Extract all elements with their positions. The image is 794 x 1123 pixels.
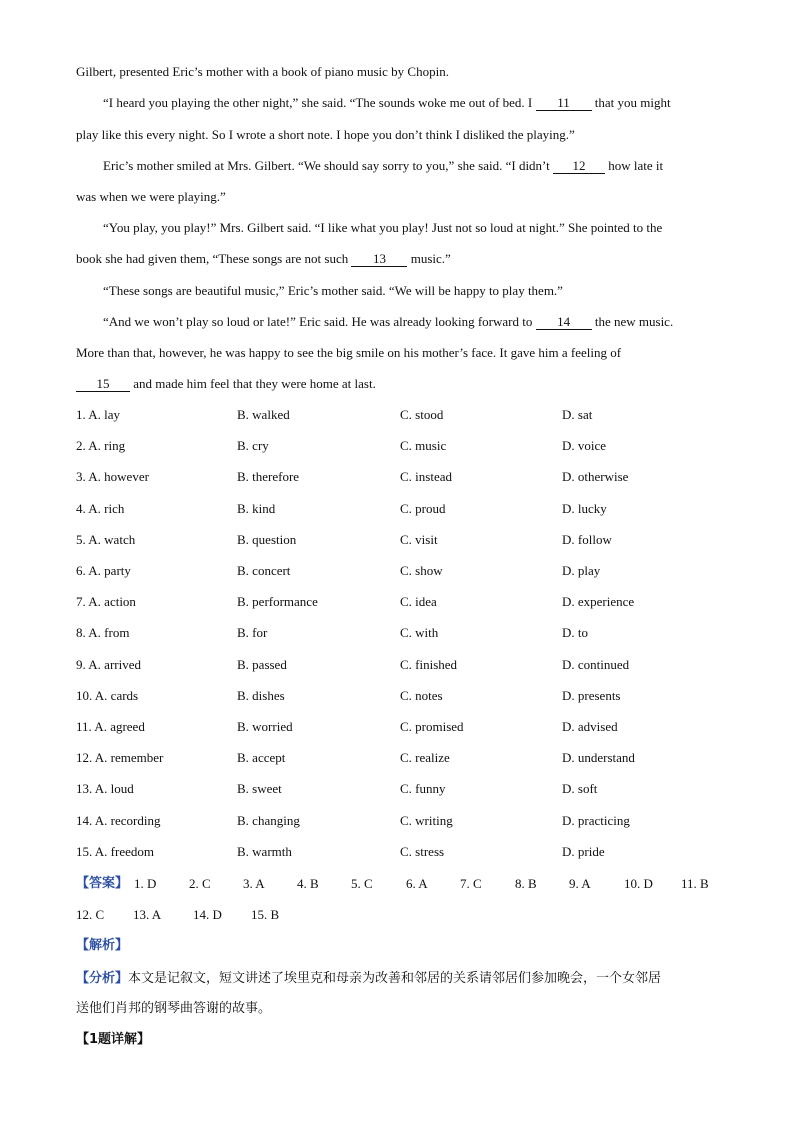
option-choice: C. visit xyxy=(400,532,438,547)
option-choice: 5. A. watch xyxy=(76,532,136,547)
answer-item: 13. A xyxy=(133,907,162,922)
option-choice: B. concert xyxy=(237,563,291,578)
option-choice: D. pride xyxy=(562,844,605,859)
option-choice: D. experience xyxy=(562,594,635,609)
option-choice: D. practicing xyxy=(562,813,630,828)
question-1-detail-heading: 【1题详解】 xyxy=(76,1032,151,1047)
option-row xyxy=(76,781,716,797)
option-choice: 1. A. lay xyxy=(76,407,121,422)
option-row xyxy=(76,438,716,454)
passage-line: play like this every night. So I wrote a short note. I hope you don’t think I disliked the playing.” xyxy=(76,127,575,142)
option-choice: C. finished xyxy=(400,657,458,672)
option-choice: B. sweet xyxy=(237,781,282,796)
option-choice: C. writing xyxy=(400,813,453,828)
passage-line xyxy=(76,251,716,267)
option-choice: D. follow xyxy=(562,532,612,547)
option-row xyxy=(76,625,716,641)
option-choice: D. continued xyxy=(562,657,630,672)
option-choice: C. proud xyxy=(400,501,446,516)
analysis-heading: 【解析】 xyxy=(76,938,129,953)
analysis-text: 本文是记叙文，短文讲述了埃里克和母亲为改善和邻居的关系请邻居们参加晚会，一个女邻居 xyxy=(128,971,662,986)
answer-item: 3. A xyxy=(243,876,265,891)
passage-line: “These songs are beautiful music,” Eric’s mother said. “We will be happy to play them.” xyxy=(103,283,563,298)
answer-item: 1. D xyxy=(134,876,157,891)
option-row xyxy=(76,844,716,860)
analysis-line: 送他们肖邦的钢琴曲答谢的故事。 xyxy=(76,1001,272,1016)
option-choice: 14. A. recording xyxy=(76,813,161,828)
passage-line: was when we were playing.” xyxy=(76,189,226,204)
option-choice: D. otherwise xyxy=(562,469,629,484)
option-row xyxy=(76,657,716,673)
option-choice: 8. A. from xyxy=(76,625,130,640)
analysis-tag: 【分析】 xyxy=(76,971,129,986)
answer-item: 7. C xyxy=(460,876,482,891)
option-choice: C. with xyxy=(400,625,439,640)
passage-text: “I heard you playing the other night,” she said. “The sounds woke me out of bed. I xyxy=(103,95,536,110)
option-choice: B. accept xyxy=(237,750,286,765)
passage-text: “And we won’t play so loud or late!” Eric said. He was already looking forward to xyxy=(103,314,536,329)
option-choice: B. walked xyxy=(237,407,290,422)
answer-item: 12. C xyxy=(76,907,105,922)
option-choice: B. passed xyxy=(237,657,287,672)
blank-12: 12 xyxy=(553,159,605,174)
option-choice: D. voice xyxy=(562,438,607,453)
option-choice: D. soft xyxy=(562,781,598,796)
answer-item: 14. D xyxy=(193,907,222,922)
option-choice: 12. A. remember xyxy=(76,750,164,765)
passage-line: More than that, however, he was happy to see the big smile on his mother’s face. It gave him a feeling of xyxy=(76,345,622,360)
option-row xyxy=(76,532,716,548)
passage-text: that you might xyxy=(591,95,671,110)
option-choice: 2. A. ring xyxy=(76,438,126,453)
passage-line: “You play, you play!” Mrs. Gilbert said. “I like what you play! Just not so loud at night.” She pointed to the xyxy=(103,220,663,235)
option-choice: C. show xyxy=(400,563,443,578)
blank-11: 11 xyxy=(536,96,592,111)
option-choice: 10. A. cards xyxy=(76,688,139,703)
option-choice: B. cry xyxy=(237,438,269,453)
answer-item: 8. B xyxy=(515,876,537,891)
option-choice: 4. A. rich xyxy=(76,501,125,516)
option-choice: C. stood xyxy=(400,407,444,422)
option-choice: D. to xyxy=(562,625,588,640)
option-choice: C. realize xyxy=(400,750,450,765)
answer-item: 2. C xyxy=(189,876,211,891)
option-choice: C. instead xyxy=(400,469,452,484)
option-choice: D. understand xyxy=(562,750,635,765)
option-choice: B. worried xyxy=(237,719,293,734)
blank-13: 13 xyxy=(351,252,407,267)
passage-text: book she had given them, “These songs are not such xyxy=(76,251,352,266)
option-choice: C. promised xyxy=(400,719,464,734)
option-choice: 6. A. party xyxy=(76,563,131,578)
passage-line xyxy=(103,158,743,174)
passage-line xyxy=(76,376,716,392)
option-row xyxy=(76,719,716,735)
answer-item: 11. B xyxy=(681,876,709,891)
option-choice: B. question xyxy=(237,532,297,547)
option-choice: 11. A. agreed xyxy=(76,719,145,734)
option-choice: 13. A. loud xyxy=(76,781,134,796)
option-row xyxy=(76,469,716,485)
answer-item: 9. A xyxy=(569,876,591,891)
option-choice: C. stress xyxy=(400,844,445,859)
passage-text: how late it xyxy=(605,158,664,173)
analysis-line xyxy=(76,970,716,987)
passage-text: music.” xyxy=(407,251,451,266)
option-choice: 9. A. arrived xyxy=(76,657,141,672)
option-choice: D. presents xyxy=(562,688,621,703)
option-choice: D. play xyxy=(562,563,601,578)
option-choice: B. kind xyxy=(237,501,276,516)
answer-row xyxy=(76,907,716,923)
option-choice: 3. A. however xyxy=(76,469,149,484)
passage-text: and made him feel that they were home at last. xyxy=(130,376,376,391)
option-row xyxy=(76,501,716,517)
answer-item: 15. B xyxy=(251,907,280,922)
blank-15: 15 xyxy=(76,377,130,392)
option-row xyxy=(76,594,716,610)
answer-item: 6. A xyxy=(406,876,428,891)
option-choice: B. therefore xyxy=(237,469,300,484)
option-choice: C. music xyxy=(400,438,447,453)
passage-line xyxy=(103,95,743,111)
answer-item: 4. B xyxy=(297,876,319,891)
option-choice: 7. A. action xyxy=(76,594,136,609)
passage-text: the new music. xyxy=(591,314,674,329)
blank-14: 14 xyxy=(536,315,592,330)
option-row xyxy=(76,750,716,766)
option-choice: B. changing xyxy=(237,813,300,828)
option-row xyxy=(76,563,716,579)
option-choice: B. for xyxy=(237,625,268,640)
option-choice: C. funny xyxy=(400,781,446,796)
option-row xyxy=(76,688,716,704)
passage-text: Eric’s mother smiled at Mrs. Gilbert. “We should say sorry to you,” she said. “I didn’t xyxy=(103,158,554,173)
option-choice: D. lucky xyxy=(562,501,607,516)
option-choice: B. dishes xyxy=(237,688,285,703)
answer-tag: 【答案】 xyxy=(76,876,129,891)
answer-item: 5. C xyxy=(351,876,373,891)
option-row xyxy=(76,813,716,829)
option-choice: 15. A. freedom xyxy=(76,844,154,859)
option-choice: B. warmth xyxy=(237,844,292,859)
passage-line xyxy=(103,314,743,330)
option-row xyxy=(76,407,716,423)
option-choice: D. advised xyxy=(562,719,618,734)
passage-line: Gilbert, presented Eric’s mother with a book of piano music by Chopin. xyxy=(76,64,449,79)
option-choice: C. notes xyxy=(400,688,443,703)
answer-row xyxy=(76,876,716,892)
option-choice: D. sat xyxy=(562,407,593,422)
option-choice: C. idea xyxy=(400,594,437,609)
answer-item: 10. D xyxy=(624,876,653,891)
option-choice: B. performance xyxy=(237,594,318,609)
